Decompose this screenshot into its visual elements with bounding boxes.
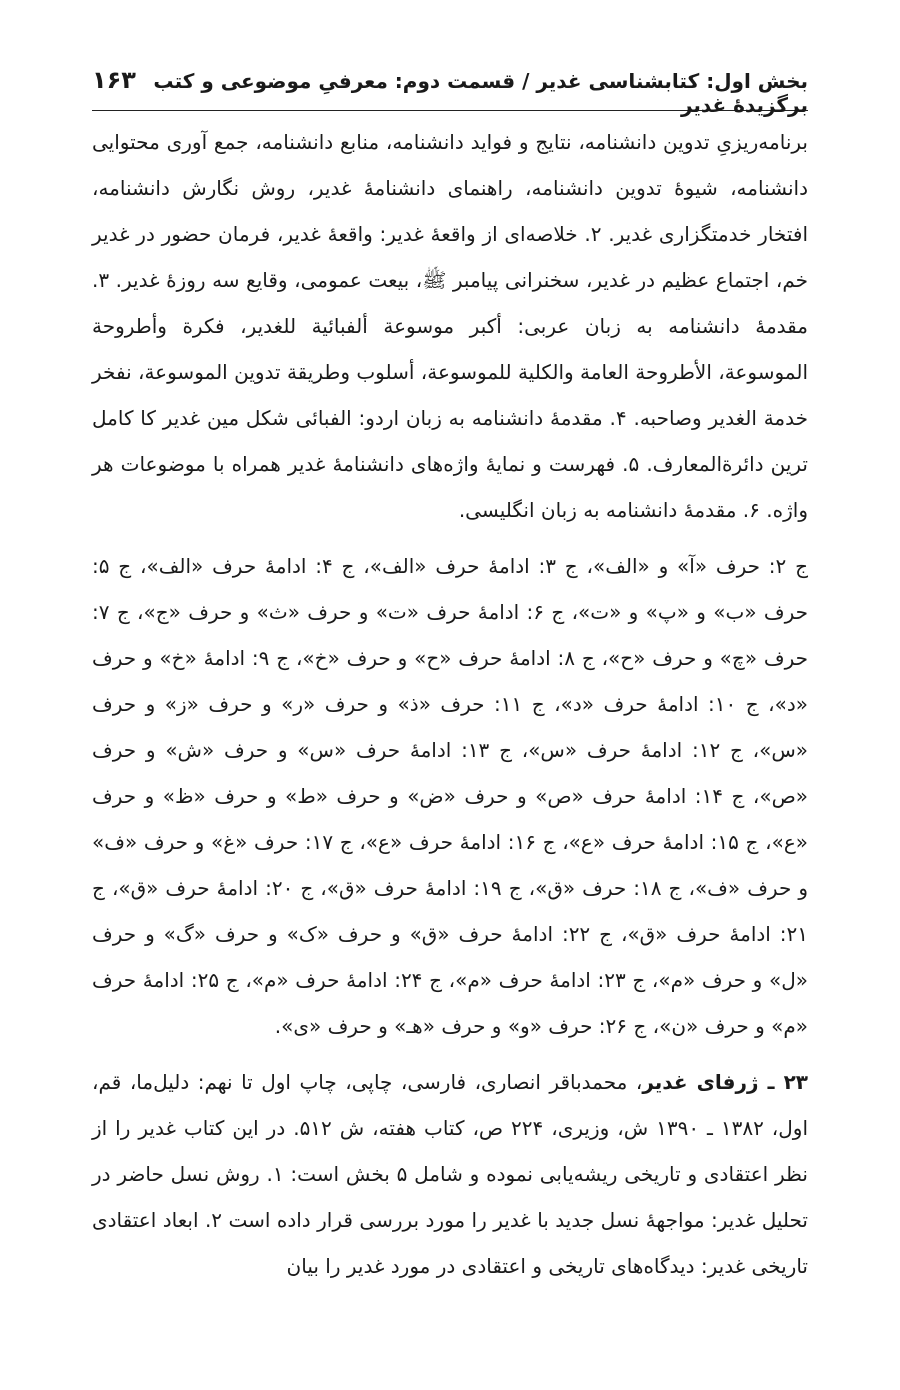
paragraph-volume-list: ج ۲: حرف «آ» و «الف»، ج ۳: ادامهٔ حرف «الف»، ج ۴: ادامهٔ حرف «الف»، ج ۵: حرف «ب» و «پ» و «ت»، ج ۶: ادامهٔ حرف «ت» و حرف «ث» و حرف «ج»، ج ۷: حرف «چ» و حرف «ح»، ج ۸: ادامهٔ حرف «ح» و حرف «خ»، ج ۹: ادامهٔ «خ» و حرف «د»، ج ۱۰: ادامهٔ حرف «د»، ج ۱۱: حرف «ذ» و حرف «ر» و حرف «ز» و حرف «س»، ج ۱۲: ادامهٔ حرف «س»، ج ۱۳: ادامهٔ حرف «س» و حرف «ش» و حرف «ص»، ج ۱۴: ادامهٔ حرف «ص» و حرف «ض» و حرف «ط» و حرف «ظ» و حرف «ع»، ج ۱۵: ادامهٔ حرف «ع»، ج ۱۶: ادامهٔ حرف «ع»، ج ۱۷: حرف «غ» و حرف «ف» و حرف «ف»، ج ۱۸: حرف «ق»، ج ۱۹: ادامهٔ حرف «ق»، ج ۲۰: ادامهٔ حرف «ق»، ج ۲۱: ادامهٔ حرف «ق»، ج ۲۲: ادامهٔ حرف «ق» و حرف «ک» و حرف «گ» و حرف «ل» و حرف «م»، ج ۲۳: ادامهٔ حرف «م»، ج ۲۴: ادامهٔ حرف «م»، ج ۲۵: ادامهٔ حرف «م» و حرف «ن»، ج ۲۶: حرف «و» و حرف «هـ» و حرف «ی».	[92, 554, 809, 1038]
paragraph-entry-23	[92, 1059, 808, 1289]
page-number: ۱۶۳	[92, 66, 136, 94]
book-page	[92, 66, 808, 1289]
page-body	[92, 119, 808, 1289]
entry-title: ۲۳ ـ ژرفای غدیر	[642, 1070, 808, 1094]
entry-description: ، محمدباقر انصاری، فارسی، چاپی، چاپ اول تا نهم: دلیل‌ما، قم، اول، ۱۳۸۲ ـ ۱۳۹۰ ش، وزیری، ۲۲۴ ص، کتاب هفته، ش ۵۱۲. در این کتاب غدیر را از نظر اعتقادی و تاریخی ریشه‌یابی نموده و شامل ۵ بخش است: ۱. روش نسل حاضر در تحلیل غدیر: مواجههٔ نسل جدید با غدیر را مورد بررسی قرار داده است ۲. ابعاد اعتقادی تاریخی غدیر: دیدگاه‌های تاریخی و اعتقادی در مورد غدیر را بیان	[92, 1070, 808, 1278]
running-header	[92, 66, 808, 117]
running-title: بخش اول: کتابشناسی غدیر / قسمت دوم: معرفیِ موضوعی و کتب برگزیدهٔ غدیر	[153, 69, 808, 117]
paragraph-encyclopedia-contents: برنامه‌ریزیِ تدوین دانشنامه، نتایج و فواید دانشنامه، منابع دانشنامه، جمع آوری محتوایی دانشنامه، شیوهٔ تدوین دانشنامه، راهنمای دانشنامهٔ غدیر، روش نگارش دانشنامه، افتخار خدمتگزاری غدیر. ۲. خلاصه‌ای از واقعهٔ غدیر: واقعهٔ غدیر، فرمان حضور در غدیر خم، اجتماع عظیم در غدیر، سخنرانی پیامبر ﷺ، بیعت عمومی، وقایع سه روزهٔ غدیر. ۳. مقدمهٔ دانشنامه به زبان عربی: أکبر موسوعة ألفبائیة للغدیر، فکرة وأطروحة الموسوعة، الأطروحة العامة والکلیة للموسوعة، أسلوب وطریقة تدوین الموسوعة، نفخر خدمة الغدیر وصاحبه. ۴. مقدمهٔ دانشنامه به زبان اردو: الفبائی شکل مین غدیر کا کامل ترین دائرةالمعارف. ۵. فهرست و نمایهٔ واژه‌های دانشنامهٔ غدیر همراه با موضوعات هر واژه. ۶. مقدمهٔ دانشنامه به زبان انگلیسی.	[92, 130, 809, 522]
